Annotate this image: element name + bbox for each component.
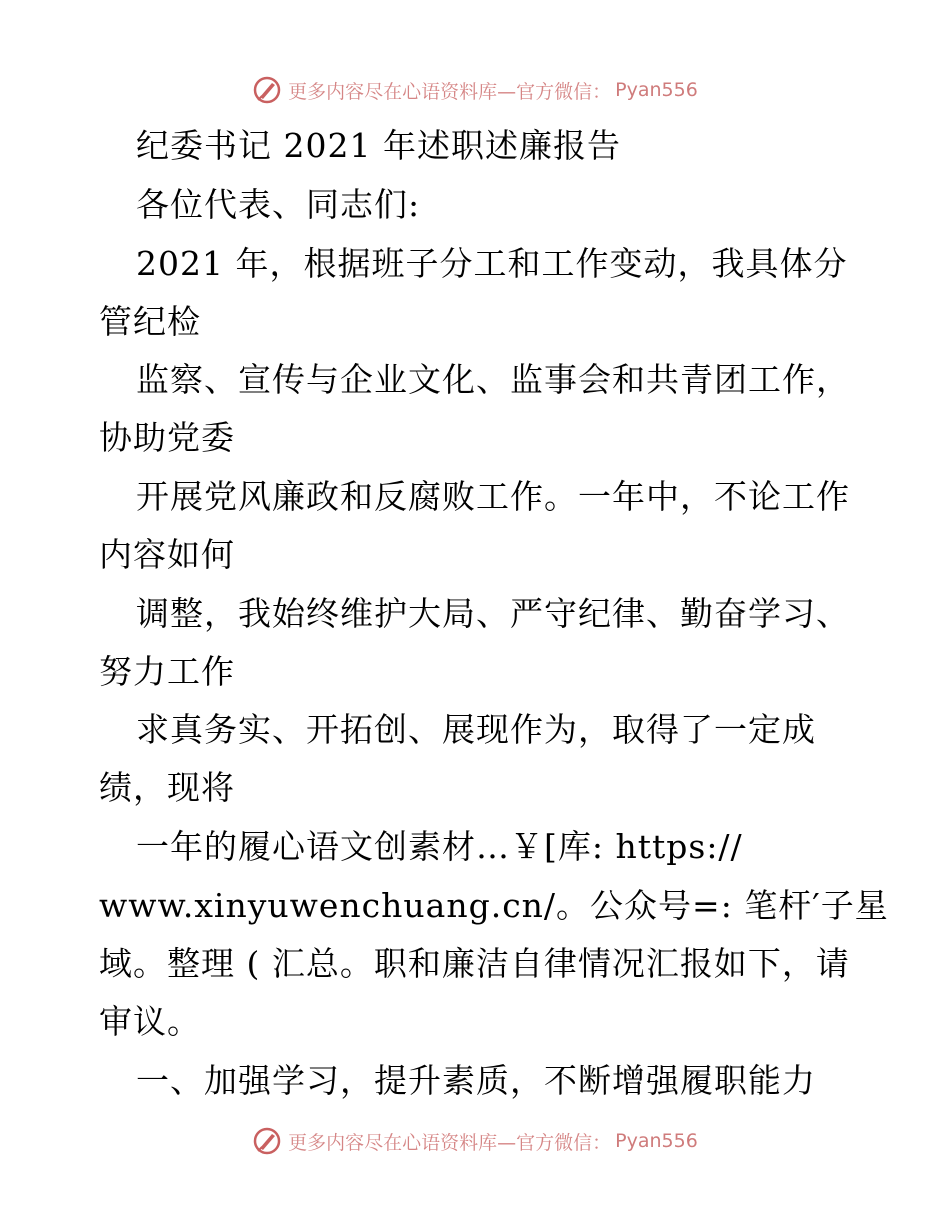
paragraph-line: 管纪检 bbox=[99, 302, 201, 341]
paragraph-line: 审议。 bbox=[99, 1002, 201, 1041]
paragraph-line: 开展党风廉政和反腐败工作。一年中，不论工作 bbox=[136, 477, 850, 516]
watermark-text: 更多内容尽在心语资料库—官方微信： bbox=[288, 80, 612, 103]
paragraph-line: 协助党委 bbox=[99, 418, 235, 457]
paragraph-line: 内容如何 bbox=[99, 535, 235, 574]
salutation: 各位代表、同志们: bbox=[136, 185, 421, 224]
watermark-id: Pyan556 bbox=[615, 1130, 698, 1152]
paragraph-line: 绩，现将 bbox=[99, 768, 235, 807]
watermark-text: 更多内容尽在心语资料库—官方微信： bbox=[288, 1131, 612, 1154]
paragraph-line: 努力工作 bbox=[99, 652, 235, 691]
paragraph-line: 求真务实、开拓创、展现作为，取得了一定成 bbox=[136, 710, 816, 749]
paragraph-line: 监察、宣传与企业文化、监事会和共青团工作， bbox=[136, 360, 850, 399]
document-title: 纪委书记 2021 年述职述廉报告 bbox=[136, 126, 621, 165]
footer-watermark bbox=[0, 1121, 950, 1161]
section-heading: 一、加强学习，提升素质，不断增强履职能力 bbox=[136, 1061, 816, 1100]
paragraph-line: www.xinyuwenchuang.cn/。公众号=: 笔杆′子星 bbox=[99, 886, 889, 925]
quill-pen-logo-icon bbox=[252, 1126, 282, 1156]
paragraph-line: 2021 年，根据班子分工和工作变动，我具体分 bbox=[136, 244, 848, 283]
paragraph-line: 域。整理 ( 汇总。职和廉洁自律情况汇报如下，请 bbox=[99, 944, 850, 983]
quill-pen-logo-icon bbox=[252, 75, 282, 105]
paragraph-line: 一年的履心语文创素材…￥[库: https:// bbox=[136, 827, 743, 866]
header-watermark bbox=[0, 70, 950, 110]
paragraph-line: 调整，我始终维护大局、严守纪律、勤奋学习、 bbox=[136, 594, 850, 633]
watermark-id: Pyan556 bbox=[615, 79, 698, 101]
